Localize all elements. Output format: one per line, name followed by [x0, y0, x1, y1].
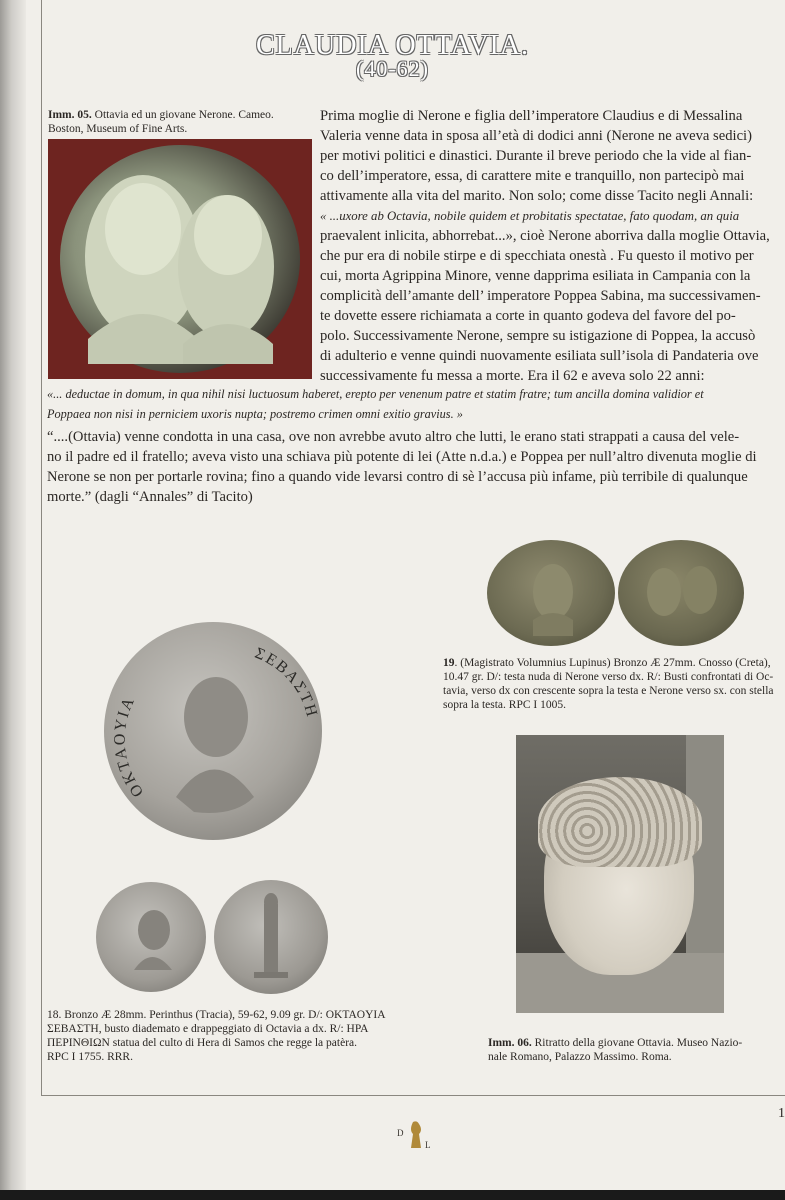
coin18-caption-line: ΣEBAΣTH, busto diademato e drappeggiato di Octavia a dx. R/: HPA — [47, 1023, 369, 1035]
coin18-caption-line: ΠEPINΘIΩN statua del culto di Hera di Samos che regge la patèra. — [47, 1037, 358, 1049]
coin18-obverse-large-svg — [104, 622, 322, 840]
publisher-logo — [397, 1118, 433, 1154]
page-subtitle-dates: (40-62) — [356, 56, 429, 81]
main-text-line: cui, morta Agrippina Minore, venne dapprima esiliata in Campania con la — [320, 268, 751, 284]
coin19-caption-line: tavia, verso dx con crescente sopra la testa e Nerone verso sx. con stella — [443, 685, 774, 697]
coin18-obverse-small-svg — [96, 882, 206, 992]
main-text-line-latin: praevalent inlicita, abhorrebat...», cioè Nerone aborriva dalla moglie Ottavia, — [320, 228, 770, 244]
latin-quote-line: Poppaea non nisi in perniciem uxoris nupta; postremo crimen omni exitio gravius. » — [47, 407, 463, 421]
margin-rule-horizontal — [41, 1095, 785, 1096]
translation-line: morte.” (dagli “Annales” di Tacito) — [47, 489, 253, 505]
coin18-reverse-svg — [214, 880, 328, 994]
cameo-caption-text: Ottavia ed un giovane Nerone. Cameo. — [91, 109, 274, 121]
coin19-caption — [443, 656, 785, 712]
page-title: CLAUDIA OTTAVIA. — [255, 30, 529, 61]
coin18-caption-line: RPC I 1755. RRR. — [47, 1051, 133, 1063]
statue-hair — [538, 777, 702, 867]
coin19-number: 19 — [443, 657, 455, 669]
coin19-obverse-image — [487, 540, 615, 646]
statue-caption-id: Imm. 06. — [488, 1037, 532, 1049]
main-text-line: attivamente alla vita del marito. Non solo; come disse Tacito negli Annali: — [320, 188, 754, 204]
main-text-line: che pur era di nobile stirpe e di specchiata onestà . Fu questo il motivo per — [320, 248, 754, 264]
main-text — [320, 106, 770, 386]
coin18-reverse-image — [214, 880, 328, 994]
cameo-caption-line2: Boston, Museum of Fine Arts. — [48, 123, 188, 135]
latin-quote — [47, 384, 704, 424]
coin19-caption-line: sopra la testa. RPC I 1005. — [443, 699, 566, 711]
logo-letter-right: L — [425, 1140, 431, 1150]
coin19-caption-line: 10.47 gr. D/: testa nuda di Nerone verso dx. R/: Busti confrontati di Oc- — [443, 671, 774, 683]
main-text-line: co dell’imperatore, essa, di carattere mite e tranquillo, non partecipò mai — [320, 168, 745, 184]
coin18-caption-line: 18. Bronzo Æ 28mm. Perinthus (Tracia), 59-62, 9.09 gr. D/: OKTAOYIA — [47, 1009, 386, 1021]
margin-rule-vertical — [41, 0, 42, 1095]
main-text-line-latin: « ...uxore ab Octavia, nobile quidem et probitatis spectatae, fato quodam, an quia — [320, 209, 740, 223]
translation-line: “....(Ottavia) venne condotta in una casa, ove non avrebbe avuto altro che lutti, le erano stati strappati a causa del vele- — [47, 429, 740, 445]
coin19-caption-line: . (Magistrato Volumnius Lupinus) Bronzo Æ 27mm. Cnosso (Creta), — [454, 657, 771, 669]
main-text-line: Valeria venne data in sposa all’età di dodici anni (Nerone ne aveva sedici) — [320, 128, 752, 144]
main-text-line: te dovette essere richiamata a corte in quanto godeva del favore del po- — [320, 308, 736, 324]
cameo-caption-id: Imm. 05. — [48, 109, 92, 121]
page-number: 1 — [778, 1106, 785, 1121]
statue-caption-line: Ritratto della giovane Ottavia. Museo Nazio- — [531, 1037, 743, 1049]
coin19-reverse-image — [618, 540, 744, 646]
main-text-line: di adulterio e venne quindi nuovamente esiliata sull’isola di Pandateria ove — [320, 348, 759, 364]
cameo-image — [48, 139, 312, 379]
cameo-busts — [48, 139, 312, 379]
main-text-line: successivamente fu messa a morte. Era il 62 e aveva solo 22 anni: — [320, 368, 705, 384]
statue-caption — [488, 1036, 785, 1064]
statue-head-photo — [516, 735, 724, 1013]
coin18-legend-left: OKTAOYIA — [111, 693, 148, 800]
main-text-line: Prima moglie di Nerone e figlia dell’imperatore Claudius e di Messalina — [320, 108, 743, 124]
coin19-reverse-busts — [618, 540, 744, 646]
coin18-legend-right: ΣEBAΣTH — [252, 644, 321, 721]
coin19-obverse-portrait — [487, 540, 615, 646]
cameo-caption — [48, 108, 318, 136]
main-text-line: per motivi politici e dinastici. Durante il breve periodo che la vide al fian- — [320, 148, 752, 164]
main-text-line: complicità dell’amante dell’ imperatore Poppea Sabina, ma successivamen- — [320, 288, 761, 304]
coin18-caption — [47, 1008, 392, 1064]
latin-quote-line: «... deductae in domum, in qua nihil nisi luctuosum haberet, erepto per venenum patre et statim fratre; tum ancilla domina validior et — [47, 387, 704, 401]
coin18-obverse-large-image — [104, 622, 322, 840]
translation-text — [47, 427, 757, 507]
translation-line: no il padre ed il fratello; aveva visto una schiava più potente di lei (Atte n.d.a.) e Poppea per null’altro divenuta moglie di — [47, 449, 757, 465]
main-text-line: polo. Successivamente Nerone, sempre su istigazione di Poppea, la accusò — [320, 328, 756, 344]
coin18-obverse-small-image — [96, 882, 206, 992]
translation-line: Nerone se non per portarle rovina; fino a quando vide levarsi contro di sè l’accusa più infame, più terribile di qualunque — [47, 469, 748, 485]
book-gutter — [0, 0, 26, 1190]
statue-caption-line: nale Romano, Palazzo Massimo. Roma. — [488, 1051, 672, 1063]
logo-letter-left: D — [397, 1128, 404, 1138]
